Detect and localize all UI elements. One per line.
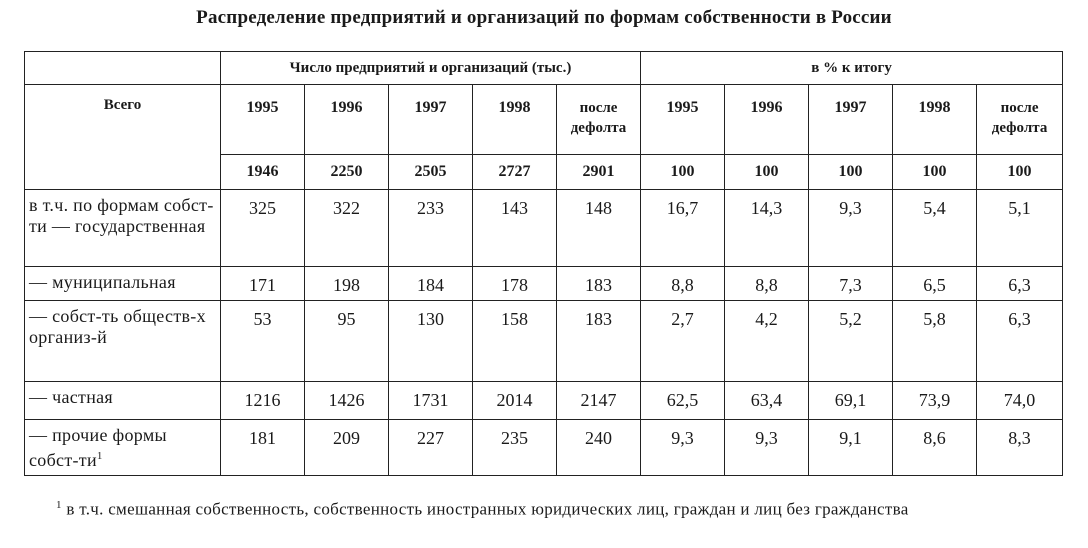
total-percent: 100	[809, 155, 893, 190]
header-percent-year: 1996	[725, 85, 809, 155]
count-cell: 95	[305, 301, 389, 382]
table-body	[25, 190, 1063, 476]
count-cell: 322	[305, 190, 389, 267]
total-count: 1946	[221, 155, 305, 190]
percent-cell: 73,9	[893, 382, 977, 420]
percent-cell: 4,2	[725, 301, 809, 382]
table-row	[25, 190, 1063, 267]
row-label-text: — частная	[29, 387, 113, 407]
total-percent: 100	[725, 155, 809, 190]
header-count-year: 1997	[389, 85, 473, 155]
count-cell: 227	[389, 420, 473, 476]
header-percent-year: 1997	[809, 85, 893, 155]
header-count-year: 1998	[473, 85, 557, 155]
count-cell: 184	[389, 267, 473, 301]
count-cell: 233	[389, 190, 473, 267]
header-percent-year: 1995	[641, 85, 725, 155]
percent-cell: 14,3	[725, 190, 809, 267]
row-label	[25, 190, 221, 267]
count-cell: 148	[557, 190, 641, 267]
percent-cell: 9,3	[809, 190, 893, 267]
percent-cell: 74,0	[977, 382, 1063, 420]
table-row	[25, 382, 1063, 420]
percent-cell: 8,3	[977, 420, 1063, 476]
count-cell: 158	[473, 301, 557, 382]
count-cell: 183	[557, 301, 641, 382]
table-row	[25, 301, 1063, 382]
count-cell: 209	[305, 420, 389, 476]
header-percent-year: 1998	[893, 85, 977, 155]
count-cell: 178	[473, 267, 557, 301]
row-label	[25, 267, 221, 301]
table-row	[25, 420, 1063, 476]
count-cell: 240	[557, 420, 641, 476]
count-cell: 1216	[221, 382, 305, 420]
row-label-text: — прочие формы собст-ти	[29, 425, 167, 470]
percent-cell: 8,8	[725, 267, 809, 301]
percent-cell: 6,3	[977, 267, 1063, 301]
header-count-year: 1996	[305, 85, 389, 155]
percent-cell: 5,8	[893, 301, 977, 382]
percent-cell: 8,6	[893, 420, 977, 476]
percent-cell: 6,3	[977, 301, 1063, 382]
total-count: 2505	[389, 155, 473, 190]
header-corner-cell	[25, 52, 221, 85]
percent-cell: 5,2	[809, 301, 893, 382]
row-label-text: в т.ч. по формам собст-ти — государственная	[29, 195, 214, 236]
total-percent: 100	[893, 155, 977, 190]
total-percent: 100	[641, 155, 725, 190]
count-cell: 171	[221, 267, 305, 301]
count-cell: 143	[473, 190, 557, 267]
count-cell: 1426	[305, 382, 389, 420]
header-count-year: после дефолта	[557, 85, 641, 155]
percent-cell: 69,1	[809, 382, 893, 420]
footnote-text: в т.ч. смешанная собственность, собственность иностранных юридических лиц, граждан и лиц без гражданства	[66, 499, 909, 519]
count-cell: 325	[221, 190, 305, 267]
count-cell: 2147	[557, 382, 641, 420]
row-label-text: — собст-ть обществ-х организ-й	[29, 306, 206, 347]
header-count-group: Число предприятий и организаций (тыс.)	[221, 52, 641, 85]
header-percent-group: в % к итогу	[641, 52, 1063, 85]
percent-cell: 9,1	[809, 420, 893, 476]
header-year-row	[25, 85, 1063, 155]
ownership-table	[24, 51, 1063, 476]
count-cell: 198	[305, 267, 389, 301]
percent-cell: 8,8	[641, 267, 725, 301]
header-count-year: 1995	[221, 85, 305, 155]
row-label	[25, 382, 221, 420]
row-label-text: — муниципальная	[29, 272, 176, 292]
page-title: Распределение предприятий и организаций по формам собственности в России	[196, 7, 892, 28]
percent-cell: 7,3	[809, 267, 893, 301]
footnote	[56, 499, 909, 520]
percent-cell: 6,5	[893, 267, 977, 301]
total-count: 2901	[557, 155, 641, 190]
header-group-row	[25, 52, 1063, 85]
count-cell: 53	[221, 301, 305, 382]
row-label	[25, 420, 221, 476]
table-row	[25, 267, 1063, 301]
header-vsego: Всего	[25, 85, 221, 190]
count-cell: 235	[473, 420, 557, 476]
row-label	[25, 301, 221, 382]
count-cell: 183	[557, 267, 641, 301]
percent-cell: 16,7	[641, 190, 725, 267]
row-label-footnote-marker: 1	[96, 450, 103, 462]
count-cell: 181	[221, 420, 305, 476]
count-cell: 2014	[473, 382, 557, 420]
percent-cell: 9,3	[641, 420, 725, 476]
count-cell: 1731	[389, 382, 473, 420]
percent-cell: 2,7	[641, 301, 725, 382]
percent-cell: 62,5	[641, 382, 725, 420]
footnote-marker: 1	[56, 499, 62, 511]
header-percent-year: после дефолта	[977, 85, 1063, 155]
total-count: 2250	[305, 155, 389, 190]
total-count: 2727	[473, 155, 557, 190]
percent-cell: 5,1	[977, 190, 1063, 267]
total-percent: 100	[977, 155, 1063, 190]
percent-cell: 9,3	[725, 420, 809, 476]
count-cell: 130	[389, 301, 473, 382]
percent-cell: 63,4	[725, 382, 809, 420]
percent-cell: 5,4	[893, 190, 977, 267]
